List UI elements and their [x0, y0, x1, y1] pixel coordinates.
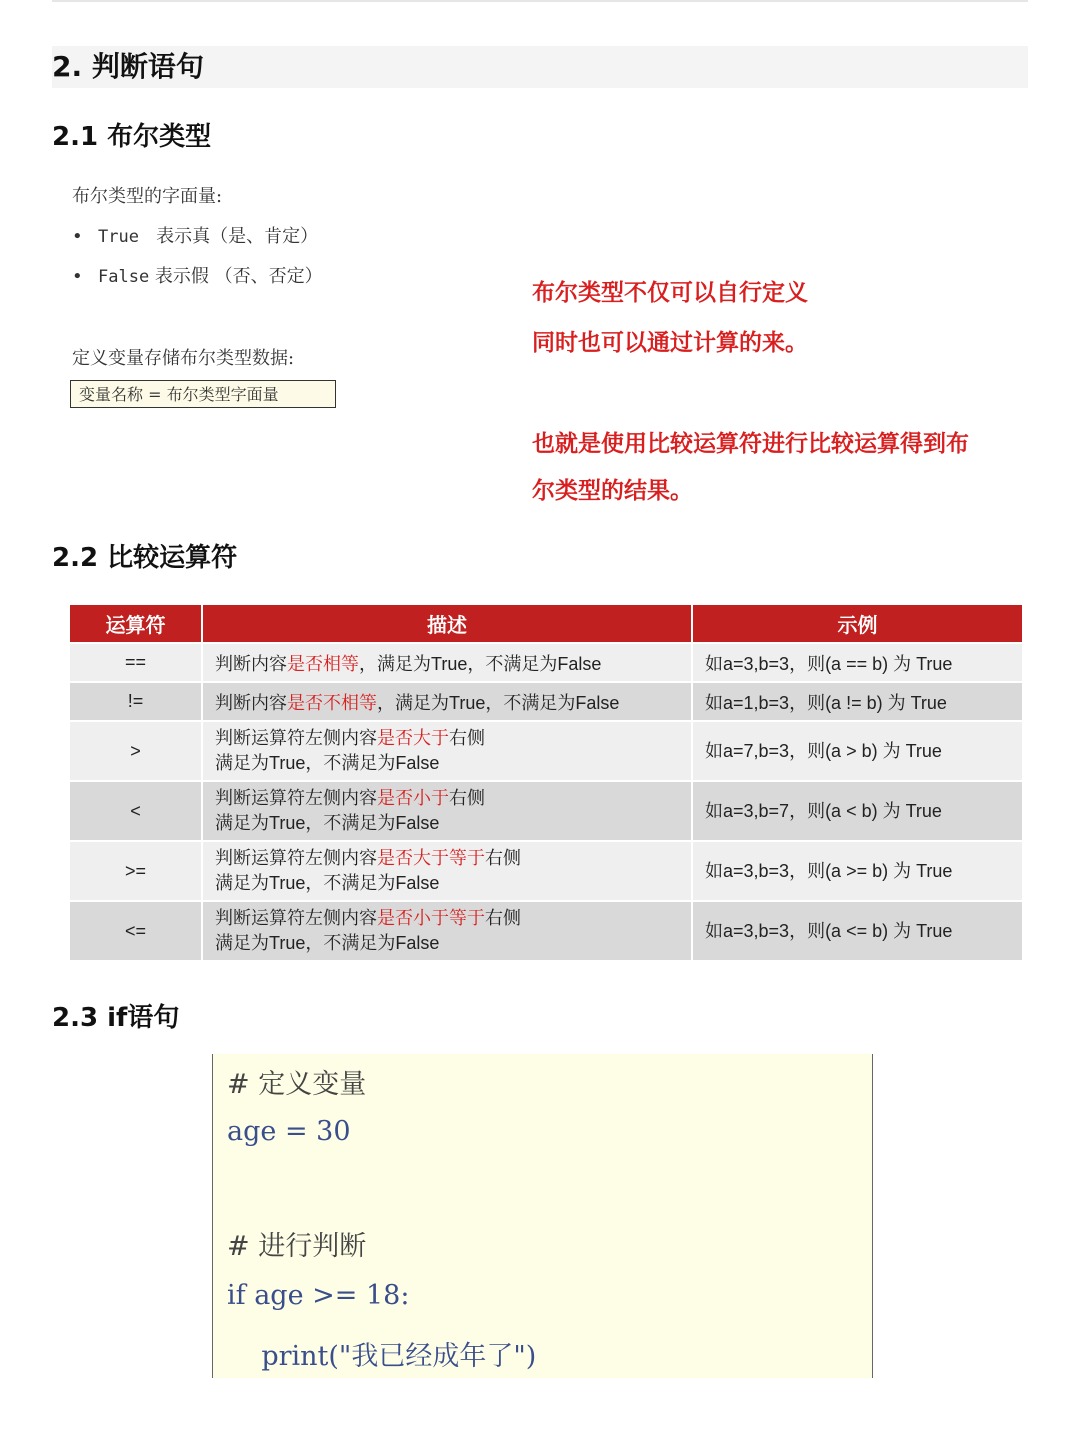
operator-cell: >= — [70, 841, 202, 901]
table-row — [70, 901, 1023, 960]
desc-text: 右侧 — [449, 728, 485, 748]
example-cell: 如a=3,b=3，则(a >= b) 为 True — [692, 841, 1023, 901]
description-cell — [202, 682, 692, 721]
column-header-example: 示例 — [692, 605, 1023, 643]
table-row — [70, 781, 1023, 841]
boolean-item-false — [72, 262, 323, 288]
boolean-literal-intro: 布尔类型的字面量: — [72, 186, 223, 207]
bullet-icon: • — [72, 266, 83, 287]
note-line-4: 尔类型的结果。 — [532, 478, 693, 504]
operator-cell: <= — [70, 901, 202, 960]
boolean-heading: 2.1 布尔类型 — [52, 122, 212, 152]
desc-text: 判断运算符左侧内容 — [215, 908, 377, 928]
desc-text: 判断内容 — [215, 692, 287, 713]
table-row — [70, 682, 1023, 721]
desc-text: 满足为True，不满足为False — [215, 813, 440, 833]
if-heading: 2.3 if语句 — [52, 1003, 180, 1033]
operator-cell: > — [70, 721, 202, 781]
boolean-desc: 表示真（是、肯定） — [156, 226, 319, 247]
boolean-value: False — [98, 267, 150, 287]
note-line-3: 也就是使用比较运算符进行比较运算得到布 — [532, 431, 969, 457]
desc-text: 右侧 — [485, 848, 521, 868]
description-cell — [202, 781, 692, 841]
desc-text: 满足为True，不满足为False — [215, 753, 440, 773]
example-cell: 如a=3,b=7，则(a < b) 为 True — [692, 781, 1023, 841]
desc-text: 判断运算符左侧内容 — [215, 848, 377, 868]
desc-text: ，满足为True，不满足为False — [377, 692, 620, 713]
desc-text: 判断运算符左侧内容 — [215, 728, 377, 748]
table-row — [70, 643, 1023, 682]
table-row — [70, 841, 1023, 901]
example-cell: 如a=3,b=3，则(a == b) 为 True — [692, 643, 1023, 682]
code-line: if age >= 18: — [227, 1280, 410, 1311]
note-line-2: 同时也可以通过计算的来。 — [532, 330, 808, 356]
example-cell: 如a=1,b=3，则(a != b) 为 True — [692, 682, 1023, 721]
table-row — [70, 721, 1023, 781]
code-block — [212, 1054, 873, 1378]
code-comment-line: # 定义变量 — [227, 1069, 367, 1100]
desc-text: 右侧 — [485, 908, 521, 928]
bullet-icon: • — [72, 226, 83, 247]
boolean-item-true — [72, 222, 318, 248]
description-cell — [202, 643, 692, 682]
desc-highlight: 是否大于 — [377, 728, 449, 748]
define-syntax-box: 变量名称 = 布尔类型字面量 — [70, 380, 336, 408]
note-line-1: 布尔类型不仅可以自行定义 — [532, 280, 808, 306]
operator-cell: < — [70, 781, 202, 841]
column-header-operator: 运算符 — [70, 605, 202, 643]
desc-text: 判断运算符左侧内容 — [215, 788, 377, 808]
description-cell — [202, 721, 692, 781]
example-cell: 如a=3,b=3，则(a <= b) 为 True — [692, 901, 1023, 960]
comparison-heading: 2.2 比较运算符 — [52, 543, 238, 573]
description-cell — [202, 901, 692, 960]
desc-highlight: 是否小于 — [377, 788, 449, 808]
desc-text: 判断内容 — [215, 653, 287, 674]
operator-cell: == — [70, 643, 202, 682]
desc-text: ，满足为True，不满足为False — [359, 653, 602, 674]
code-line: print("我已经成年了") — [227, 1341, 537, 1372]
desc-text: 满足为True，不满足为False — [215, 933, 440, 953]
desc-highlight: 是否小于等于 — [377, 908, 485, 928]
top-divider — [52, 0, 1028, 2]
operator-cell: != — [70, 682, 202, 721]
desc-text: 满足为True，不满足为False — [215, 873, 440, 893]
comparison-operators-table — [70, 605, 1024, 960]
code-comment-line: # 进行判断 — [227, 1231, 367, 1262]
column-header-description: 描述 — [202, 605, 692, 643]
define-intro: 定义变量存储布尔类型数据: — [72, 348, 295, 369]
description-cell — [202, 841, 692, 901]
boolean-desc: 表示假 （否、否定） — [154, 266, 323, 287]
boolean-value: True — [98, 227, 139, 247]
section-title: 2. 判断语句 — [52, 46, 1028, 88]
desc-highlight: 是否相等 — [287, 653, 359, 674]
desc-highlight: 是否不相等 — [287, 692, 377, 713]
code-line: age = 30 — [227, 1116, 351, 1147]
example-cell: 如a=7,b=3，则(a > b) 为 True — [692, 721, 1023, 781]
desc-text: 右侧 — [449, 788, 485, 808]
desc-highlight: 是否大于等于 — [377, 848, 485, 868]
